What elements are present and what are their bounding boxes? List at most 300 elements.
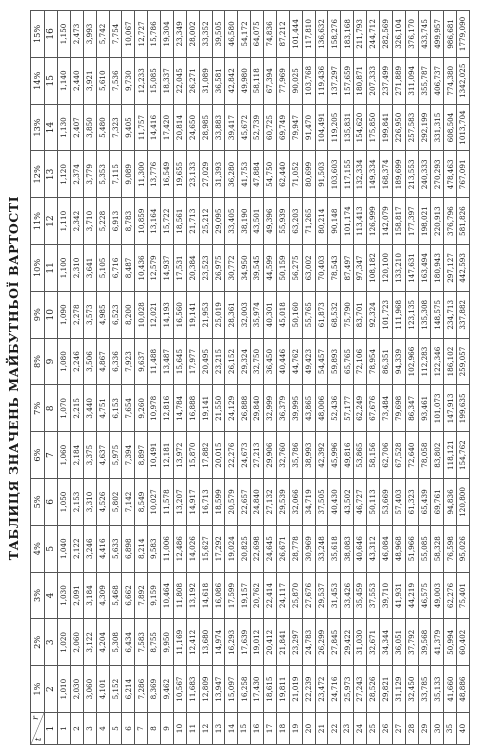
value-cell: 226,950 [392, 104, 405, 151]
value-cell: 1,110 [58, 198, 71, 245]
value-cell: 608,504 [444, 104, 457, 151]
value-cell: 13,192 [186, 572, 199, 619]
value-cell: 17,977 [186, 338, 199, 385]
value-cell: 237,499 [379, 57, 392, 104]
column-number: 10 [45, 291, 58, 338]
value-cell: 297,127 [444, 245, 457, 292]
value-cell: 32,750 [251, 338, 264, 385]
value-cell: 18,615 [264, 666, 277, 713]
value-cell: 31,129 [392, 666, 405, 713]
value-cell: 3,710 [83, 198, 96, 245]
value-cell: 4,101 [96, 666, 109, 713]
value-cell: 147,913 [444, 385, 457, 432]
table-row [148, 11, 161, 745]
value-cell: 2,122 [70, 525, 83, 572]
value-cell: 31,453 [328, 572, 341, 619]
value-cell: 183,168 [341, 11, 354, 58]
value-cell: 20,825 [238, 525, 251, 572]
value-cell: 43,501 [251, 198, 264, 245]
value-cell: 9,260 [135, 385, 148, 432]
value-cell: 189,699 [392, 151, 405, 198]
period-cell: 5 [109, 713, 122, 745]
value-cell: 42,392 [315, 432, 328, 479]
value-cell: 11,578 [161, 479, 174, 526]
period-cell: 19 [289, 713, 302, 745]
value-cell: 132,334 [354, 151, 367, 198]
value-cell: 26,888 [238, 385, 251, 432]
period-cell: 8 [148, 713, 161, 745]
value-cell: 3,310 [83, 479, 96, 526]
value-cell: 9,583 [148, 525, 161, 572]
value-cell: 31,089 [199, 57, 212, 104]
value-cell: 33,405 [225, 198, 238, 245]
period-cell: 13 [212, 713, 225, 745]
value-cell: 148,575 [431, 291, 444, 338]
column-number: 4 [45, 572, 58, 619]
value-cell: 3,440 [83, 385, 96, 432]
value-cell: 67,394 [264, 57, 277, 104]
value-cell: 240,333 [418, 151, 431, 198]
period-cell: 1 [58, 713, 71, 745]
table-row [58, 11, 71, 745]
value-cell: 52,436 [328, 385, 341, 432]
value-cell: 29,906 [264, 432, 277, 479]
value-cell: 282,569 [379, 11, 392, 58]
value-cell: 8,487 [122, 245, 135, 292]
value-cell: 32,066 [289, 479, 302, 526]
value-cell: 92,324 [367, 291, 380, 338]
period-cell: 18 [276, 713, 289, 745]
table-row [109, 11, 122, 745]
value-cell: 38,083 [341, 525, 354, 572]
value-cell: 7,115 [109, 151, 122, 198]
table-row [96, 11, 109, 745]
value-cell: 43,865 [302, 385, 315, 432]
value-cell: 158,276 [328, 11, 341, 58]
value-cell: 58,156 [367, 432, 380, 479]
value-cell: 4,416 [96, 525, 109, 572]
value-cell: 12,727 [135, 11, 148, 58]
value-cell: 4,526 [96, 479, 109, 526]
value-cell: 65,439 [418, 479, 431, 526]
value-cell: 35,133 [431, 666, 444, 713]
value-cell: 78,543 [328, 245, 341, 292]
value-cell: 20,579 [225, 479, 238, 526]
value-cell: 27,676 [302, 572, 315, 619]
value-cell: 7,536 [109, 57, 122, 104]
value-cell: 158,817 [392, 198, 405, 245]
value-cell: 2,153 [70, 479, 83, 526]
value-cell: 97,347 [354, 245, 367, 292]
value-cell: 8,200 [122, 291, 135, 338]
value-cell: 15,097 [225, 666, 238, 713]
value-cell: 22,239 [302, 666, 315, 713]
value-cell: 406,737 [431, 57, 444, 104]
value-cell: 8,755 [148, 619, 161, 666]
value-cell: 50,113 [367, 479, 380, 526]
value-cell: 136,632 [315, 11, 328, 58]
value-cell: 3,506 [83, 338, 96, 385]
value-cell: 154,762 [457, 432, 470, 479]
value-cell: 59,893 [328, 338, 341, 385]
value-cell: 2,407 [70, 104, 83, 151]
value-cell: 94,339 [392, 338, 405, 385]
value-cell: 6,153 [109, 385, 122, 432]
table-row [161, 11, 174, 745]
value-cell: 67,528 [392, 432, 405, 479]
period-cell: 16 [251, 713, 264, 745]
value-cell: 35,618 [328, 525, 341, 572]
value-cell: 15,722 [161, 198, 174, 245]
value-cell: 46,575 [418, 572, 431, 619]
value-cell: 33,248 [315, 525, 328, 572]
column-number: 9 [45, 338, 58, 385]
table-row [341, 11, 354, 745]
column-number: 5 [45, 525, 58, 572]
column-number: 11 [45, 245, 58, 292]
period-cell: 35 [444, 713, 457, 745]
value-cell: 12,579 [148, 245, 161, 292]
value-cell: 9,089 [122, 151, 135, 198]
value-cell: 186,102 [444, 338, 457, 385]
value-cell: 33,785 [418, 666, 431, 713]
value-cell: 175,850 [367, 104, 380, 151]
value-cell: 23,133 [186, 151, 199, 198]
value-cell: 17,599 [225, 572, 238, 619]
period-cell: 9 [161, 713, 174, 745]
value-cell: 11,300 [135, 151, 148, 198]
value-cell: 2,440 [70, 57, 83, 104]
value-cell: 12,809 [199, 666, 212, 713]
table-row [289, 11, 302, 745]
value-cell: 1,120 [58, 151, 71, 198]
value-cell: 26,152 [225, 338, 238, 385]
period-cell: 23 [341, 713, 354, 745]
period-cell: 4 [96, 713, 109, 745]
value-cell: 79,947 [289, 104, 302, 151]
value-cell: 30,969 [302, 525, 315, 572]
value-cell: 6,662 [122, 572, 135, 619]
value-cell: 67,676 [367, 385, 380, 432]
value-cell: 71,052 [289, 151, 302, 198]
value-cell: 337,882 [457, 291, 470, 338]
value-cell: 41,660 [444, 666, 457, 713]
rate-header: 1% [31, 666, 45, 713]
period-cell: 6 [122, 713, 135, 745]
table-row [328, 11, 341, 745]
table-row [367, 11, 380, 745]
value-cell: 1,140 [58, 57, 71, 104]
period-cell: 30 [431, 713, 444, 745]
value-cell: 32,003 [238, 291, 251, 338]
value-cell: 4,204 [96, 619, 109, 666]
value-cell: 137,297 [328, 57, 341, 104]
value-cell: 27,029 [199, 151, 212, 198]
value-cell: 9,950 [161, 619, 174, 666]
value-cell: 101,174 [341, 198, 354, 245]
value-cell: 133,210 [392, 245, 405, 292]
value-cell: 46,084 [379, 525, 392, 572]
value-cell: 35,459 [354, 572, 367, 619]
period-cell: 7 [135, 713, 148, 745]
value-cell: 13,207 [173, 479, 186, 526]
value-cell: 5,105 [96, 245, 109, 292]
value-cell: 45,996 [328, 432, 341, 479]
value-cell: 79,698 [392, 385, 405, 432]
value-cell: 12,181 [161, 432, 174, 479]
value-cell: 28,526 [367, 666, 380, 713]
value-cell: 442,593 [457, 245, 470, 292]
value-cell: 45,018 [276, 291, 289, 338]
value-cell: 8,214 [135, 525, 148, 572]
value-cell: 157,659 [341, 57, 354, 104]
value-cell: 87,212 [276, 11, 289, 58]
period-cell: 10 [173, 713, 186, 745]
value-cell: 244,712 [367, 11, 380, 58]
table-row [405, 11, 418, 745]
value-cell: 37,792 [405, 619, 418, 666]
value-cell: 27,132 [264, 479, 277, 526]
value-cell: 1342,025 [457, 57, 470, 104]
value-cell: 20,495 [199, 338, 212, 385]
value-cell: 220,913 [431, 198, 444, 245]
value-cell: 57,403 [392, 479, 405, 526]
value-cell: 41,379 [431, 619, 444, 666]
value-cell: 126,999 [367, 198, 380, 245]
value-cell: 101,444 [289, 11, 302, 58]
value-cell: 22,698 [251, 525, 264, 572]
value-cell: 17,882 [199, 432, 212, 479]
value-cell: 32,450 [405, 666, 418, 713]
value-cell: 986,681 [444, 11, 457, 58]
value-cell: 24,716 [328, 666, 341, 713]
value-cell: 7,142 [122, 479, 135, 526]
value-cell: 86,351 [379, 338, 392, 385]
value-cell: 6,434 [122, 619, 135, 666]
value-cell: 29,539 [276, 479, 289, 526]
value-cell: 3,246 [83, 525, 96, 572]
value-cell: 17,531 [173, 245, 186, 292]
value-cell: 44,599 [264, 245, 277, 292]
value-cell: 14,416 [148, 104, 161, 151]
value-cell: 19,655 [173, 151, 186, 198]
value-cell: 21,550 [212, 385, 225, 432]
period-symbol: t [34, 737, 43, 741]
value-cell: 2,215 [70, 385, 83, 432]
value-cell: 62,276 [444, 572, 457, 619]
value-cell: 433,745 [418, 11, 431, 58]
value-cell: 95,026 [457, 525, 470, 572]
value-cell: 478,463 [444, 151, 457, 198]
value-cell: 56,275 [289, 245, 302, 292]
rate-symbol: r [31, 716, 40, 720]
rate-header: 15% [31, 11, 45, 58]
value-cell: 292,199 [418, 104, 431, 151]
value-cell: 94,836 [444, 479, 457, 526]
value-cell: 7,892 [135, 572, 148, 619]
value-cell: 5,610 [96, 57, 109, 104]
value-cell: 19,024 [225, 525, 238, 572]
value-cell: 8,549 [135, 479, 148, 526]
value-cell: 29,422 [341, 619, 354, 666]
column-number: 6 [45, 479, 58, 526]
value-cell: 9,730 [122, 57, 135, 104]
value-cell: 4,309 [96, 572, 109, 619]
value-cell: 49,816 [341, 432, 354, 479]
value-cell: 5,480 [96, 104, 109, 151]
value-cell: 33,352 [199, 11, 212, 58]
value-cell: 46,580 [225, 11, 238, 58]
value-cell: 53,669 [379, 479, 392, 526]
value-cell: 65,765 [341, 338, 354, 385]
value-cell: 6,336 [109, 338, 122, 385]
value-cell: 75,790 [341, 291, 354, 338]
table-row [70, 11, 83, 745]
value-cell: 3,184 [83, 572, 96, 619]
value-cell: 6,898 [122, 525, 135, 572]
table-row [315, 11, 328, 745]
value-cell: 2,184 [70, 432, 83, 479]
value-cell: 63,203 [289, 198, 302, 245]
table-row [431, 11, 444, 745]
table-row [225, 11, 238, 745]
value-cell: 72,640 [405, 432, 418, 479]
value-cell: 54,750 [264, 151, 277, 198]
value-cell: 39,505 [212, 11, 225, 58]
value-cell: 10,859 [135, 198, 148, 245]
rate-header: 2% [31, 619, 45, 666]
rate-header-row [31, 11, 45, 745]
value-cell: 63,002 [302, 245, 315, 292]
table-row [379, 11, 392, 745]
value-cell: 149,334 [367, 151, 380, 198]
value-cell: 23,297 [289, 619, 302, 666]
value-cell: 119,205 [328, 104, 341, 151]
value-cell: 13,972 [173, 432, 186, 479]
column-number: 8 [45, 385, 58, 432]
value-cell: 24,645 [264, 525, 277, 572]
value-cell: 19,304 [161, 11, 174, 58]
value-cell: 163,494 [418, 245, 431, 292]
value-cell: 3,573 [83, 291, 96, 338]
value-cell: 15,627 [199, 525, 212, 572]
value-cell: 2,030 [70, 666, 83, 713]
value-cell: 7,654 [122, 385, 135, 432]
future-value-table [30, 10, 470, 745]
value-cell: 16,713 [199, 479, 212, 526]
value-cell: 5,152 [109, 666, 122, 713]
value-cell: 22,657 [238, 479, 251, 526]
value-cell: 21,841 [276, 619, 289, 666]
value-cell: 15,786 [148, 11, 161, 58]
table-row [418, 11, 431, 745]
rate-header: 8% [31, 338, 45, 385]
value-cell: 14,917 [186, 479, 199, 526]
value-cell: 86,347 [405, 385, 418, 432]
value-cell: 774,380 [444, 57, 457, 104]
value-cell: 49,003 [431, 572, 444, 619]
value-cell: 27,213 [251, 432, 264, 479]
value-cell: 10,567 [173, 666, 186, 713]
value-cell: 26,975 [212, 245, 225, 292]
value-cell: 55,765 [302, 291, 315, 338]
value-cell: 24,673 [238, 432, 251, 479]
rate-header: 13% [31, 104, 45, 151]
value-cell: 120,100 [379, 245, 392, 292]
value-cell: 71,265 [302, 198, 315, 245]
value-cell: 331,315 [431, 104, 444, 151]
value-cell: 41,753 [238, 151, 251, 198]
value-cell: 87,497 [341, 245, 354, 292]
value-cell: 14,026 [186, 525, 199, 572]
value-cell: 2,374 [70, 151, 83, 198]
value-cell: 24,840 [251, 479, 264, 526]
table-row [199, 11, 212, 745]
value-cell: 4,985 [96, 291, 109, 338]
value-cell: 135,308 [418, 291, 431, 338]
value-cell: 102,966 [405, 338, 418, 385]
value-cell: 5,975 [109, 432, 122, 479]
value-cell: 8,897 [135, 432, 148, 479]
value-cell: 1,070 [58, 385, 71, 432]
value-cell: 16,560 [173, 291, 186, 338]
value-cell: 7,394 [122, 432, 135, 479]
value-cell: 177,397 [405, 198, 418, 245]
period-cell: 2 [70, 713, 83, 745]
value-cell: 11,006 [161, 525, 174, 572]
value-cell: 28,778 [289, 525, 302, 572]
value-cell: 767,091 [457, 151, 470, 198]
value-cell: 22,414 [264, 572, 277, 619]
value-cell: 78,058 [418, 432, 431, 479]
table-row [173, 11, 186, 745]
value-cell: 20,762 [251, 572, 264, 619]
value-cell: 10,067 [122, 11, 135, 58]
value-cell: 234,713 [444, 291, 457, 338]
value-cell: 3,641 [83, 245, 96, 292]
value-cell: 25,870 [289, 572, 302, 619]
value-cell: 16,293 [225, 619, 238, 666]
value-cell: 12,486 [173, 525, 186, 572]
value-cell: 25,212 [199, 198, 212, 245]
value-cell: 16,086 [212, 572, 225, 619]
value-cell: 12,412 [186, 619, 199, 666]
value-cell: 40,430 [328, 479, 341, 526]
value-cell: 123,135 [405, 291, 418, 338]
value-cell: 25,019 [212, 291, 225, 338]
value-cell: 5,353 [96, 151, 109, 198]
value-cell: 9,462 [161, 666, 174, 713]
value-cell: 50,159 [276, 245, 289, 292]
rate-header: 11% [31, 198, 45, 245]
value-cell: 111,968 [392, 291, 405, 338]
value-cell: 26,299 [315, 619, 328, 666]
value-cell: 14,193 [161, 291, 174, 338]
value-cell: 14,784 [173, 385, 186, 432]
value-cell: 30,772 [225, 245, 238, 292]
column-number: 16 [45, 11, 58, 58]
column-number: 14 [45, 104, 58, 151]
value-cell: 108,182 [367, 245, 380, 292]
value-cell: 15,870 [186, 432, 199, 479]
value-cell: 112,283 [418, 338, 431, 385]
value-cell: 2,246 [70, 338, 83, 385]
period-cell: 26 [379, 713, 392, 745]
value-cell: 154,620 [354, 104, 367, 151]
value-cell: 6,716 [109, 245, 122, 292]
value-cell: 93,461 [418, 385, 431, 432]
value-cell: 1,060 [58, 432, 71, 479]
